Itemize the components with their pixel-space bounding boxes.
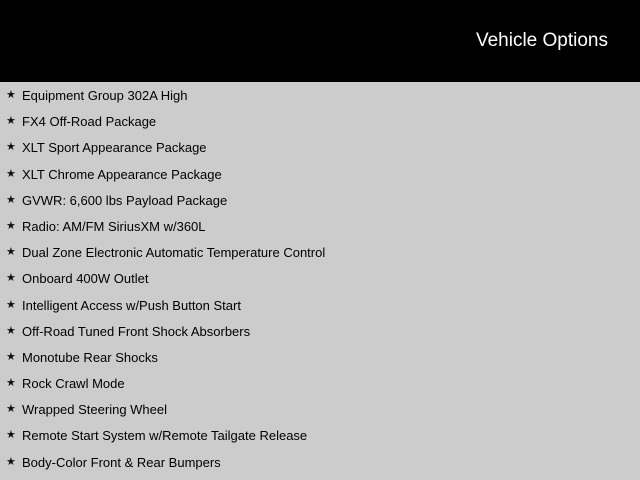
option-label: Wrapped Steering Wheel: [22, 402, 168, 418]
option-label: Remote Start System w/Remote Tailgate Release: [22, 428, 308, 444]
option-label: Intelligent Access w/Push Button Start: [22, 297, 241, 313]
option-label: Radio: AM/FM SiriusXM w/360L: [22, 218, 206, 234]
page-title: Vehicle Options: [475, 30, 608, 51]
star-icon: ★: [6, 377, 16, 390]
star-icon: ★: [6, 455, 16, 468]
list-item: [0, 397, 640, 423]
star-icon: ★: [6, 298, 16, 311]
header-bar: [0, 0, 640, 82]
list-item: [0, 83, 640, 109]
list-item: [0, 162, 640, 188]
option-label: Rock Crawl Mode: [22, 376, 125, 392]
star-icon: ★: [6, 219, 16, 232]
list-item: [0, 214, 640, 240]
vehicle-options-list: [0, 83, 640, 476]
option-label: Monotube Rear Shocks: [22, 349, 158, 365]
star-icon: ★: [6, 89, 16, 101]
option-label: Onboard 400W Outlet: [22, 271, 149, 287]
star-icon: ★: [6, 193, 16, 206]
option-label: Dual Zone Electronic Automatic Temperature Control: [22, 245, 326, 261]
list-item: [0, 423, 640, 449]
list-item: [0, 240, 640, 266]
list-item: [0, 266, 640, 292]
list-item: [0, 109, 640, 135]
list-item: [0, 135, 640, 161]
star-icon: ★: [6, 429, 16, 442]
option-label: Equipment Group 302A High: [22, 88, 188, 103]
star-icon: ★: [6, 350, 16, 363]
list-item: [0, 345, 640, 371]
list-item: [0, 371, 640, 397]
star-icon: ★: [6, 272, 16, 285]
list-item: [0, 188, 640, 214]
star-icon: ★: [6, 115, 16, 128]
star-icon: ★: [6, 246, 16, 259]
option-label: Body-Color Front & Rear Bumpers: [22, 454, 221, 470]
list-item: [0, 319, 640, 345]
star-icon: ★: [6, 167, 16, 180]
list-item: [0, 450, 640, 476]
list-item: [0, 293, 640, 319]
option-label: XLT Chrome Appearance Package: [22, 166, 222, 182]
option-label: FX4 Off-Road Package: [22, 114, 157, 130]
option-label: GVWR: 6,600 lbs Payload Package: [22, 192, 228, 208]
option-label: Off-Road Tuned Front Shock Absorbers: [22, 323, 251, 339]
star-icon: ★: [6, 403, 16, 416]
option-label: XLT Sport Appearance Package: [22, 140, 207, 156]
star-icon: ★: [6, 141, 16, 154]
star-icon: ★: [6, 324, 16, 337]
